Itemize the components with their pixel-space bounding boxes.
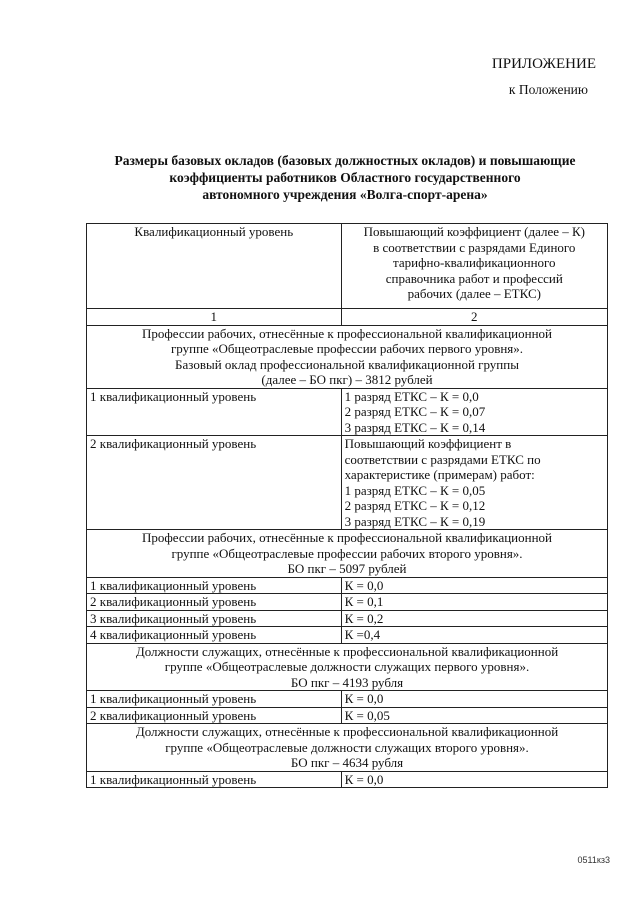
qualification-level: 2 квалификационный уровень: [87, 707, 342, 724]
section-heading: [87, 325, 608, 388]
coefficient-line: К = 0,1: [344, 594, 384, 609]
section-heading-line: Должности служащих, отнесённые к профессиональной квалификационной: [135, 724, 559, 739]
coefficient-line: К = 0,0: [344, 691, 384, 706]
coefficient-line: Повышающий коэффициент в: [344, 436, 512, 451]
col2-header: [341, 224, 607, 309]
section-heading-line: группе «Общеотраслевые профессии рабочих второго уровня».: [171, 545, 523, 561]
coefficient-cell: [341, 771, 607, 788]
table-row: [87, 627, 608, 644]
section-heading-line: группе «Общеотраслевые должности служащих первого уровня».: [164, 659, 530, 674]
table-row: [87, 691, 608, 708]
coefficient-line: К = 0,0: [344, 771, 384, 787]
column-number: 2: [341, 309, 607, 326]
coefficient-line: К = 0,05: [344, 707, 390, 723]
title-line: Размеры базовых окладов (базовых должностных окладов) и повышающие: [114, 153, 576, 168]
col2-header-line: Повышающий коэффициент (далее – К): [363, 224, 585, 239]
column-number-row: [87, 309, 608, 326]
coefficient-line: 3 разряд ЕТКС – К = 0,19: [344, 513, 486, 529]
section-heading-line: БО пкг – 5097 рублей: [287, 561, 407, 576]
coefficient-cell: [341, 388, 607, 436]
title-line: коэффициенты работников Областного государственного: [169, 170, 521, 185]
footer-code: 0511кз3: [577, 855, 610, 865]
qualification-level: 2 квалификационный уровень: [87, 594, 342, 611]
qualification-level: 2 квалификационный уровень: [87, 436, 342, 530]
col2-header-line: в соответствии с разрядами Единого: [373, 239, 576, 255]
coefficient-line: К = 0,0: [344, 577, 384, 593]
coefficient-line: характеристике (примерам) работ:: [344, 467, 535, 482]
col1-header: Квалификационный уровень: [87, 224, 342, 309]
salary-table: [86, 223, 608, 788]
coefficient-line: 2 разряд ЕТКС – К = 0,07: [344, 404, 486, 419]
appendix-label: ПРИЛОЖЕНИЕ: [491, 56, 596, 72]
coefficient-line: К =0,4: [344, 627, 381, 642]
col2-header-line: рабочих (далее – ЕТКС): [407, 286, 541, 301]
table-row: [87, 577, 608, 594]
qualification-level: 1 квалификационный уровень: [87, 577, 342, 594]
document-title: [60, 152, 630, 203]
section-heading-row: [87, 724, 608, 772]
qualification-level: 1 квалификационный уровень: [87, 771, 342, 788]
section-heading-line: Базовый оклад профессиональной квалификационной группы: [175, 356, 519, 372]
coefficient-cell: [341, 610, 607, 627]
coefficient-cell: [341, 691, 607, 708]
section-heading-line: БО пкг – 4634 рубля: [290, 755, 404, 770]
section-heading-row: [87, 643, 608, 691]
section-heading-line: Должности служащих, отнесённые к профессиональной квалификационной: [135, 643, 559, 659]
coefficient-cell: [341, 577, 607, 594]
column-number: 1: [87, 309, 342, 326]
section-heading-line: группе «Общеотраслевые должности служащих второго уровня».: [165, 739, 529, 755]
col2-header-line: справочника работ и профессий: [385, 270, 563, 286]
section-heading-line: Профессии рабочих, отнесённые к профессиональной квалификационной: [141, 530, 553, 545]
section-heading-line: (далее – БО пкг) – 3812 рублей: [261, 372, 433, 387]
section-heading: [87, 724, 608, 772]
section-heading-row: [87, 530, 608, 578]
coefficient-line: К = 0,2: [344, 610, 384, 626]
title-line: автономного учреждения «Волга-спорт-арена»: [202, 187, 488, 202]
table-row: [87, 707, 608, 724]
coefficient-cell: [341, 594, 607, 611]
section-heading: [87, 643, 608, 691]
coefficient-line: 1 разряд ЕТКС – К = 0,0: [344, 388, 479, 404]
table-row: [87, 594, 608, 611]
table-row: [87, 388, 608, 436]
qualification-level: 1 квалификационный уровень: [87, 388, 342, 436]
coefficient-cell: [341, 627, 607, 644]
section-heading-row: [87, 325, 608, 388]
col2-header-line: тарифно-квалификационного: [393, 255, 556, 270]
section-heading-line: БО пкг – 4193 рубля: [290, 674, 404, 690]
table-row: [87, 436, 608, 530]
salary-table-body: [87, 224, 608, 788]
qualification-level: 3 квалификационный уровень: [87, 610, 342, 627]
section-heading-line: Профессии рабочих, отнесённые к профессиональной квалификационной: [141, 325, 553, 341]
table-header-row: [87, 224, 608, 309]
coefficient-cell: [341, 707, 607, 724]
qualification-level: 4 квалификационный уровень: [87, 627, 342, 644]
table-row: [87, 771, 608, 788]
section-heading: [87, 530, 608, 578]
coefficient-cell: [341, 436, 607, 530]
coefficient-line: 2 разряд ЕТКС – К = 0,12: [344, 498, 486, 513]
coefficient-line: 1 разряд ЕТКС – К = 0,05: [344, 482, 486, 498]
table-row: [87, 610, 608, 627]
coefficient-line: 3 разряд ЕТКС – К = 0,14: [344, 419, 486, 435]
coefficient-line: соответствии с разрядами ЕТКС по: [344, 451, 541, 467]
qualification-level: 1 квалификационный уровень: [87, 691, 342, 708]
section-heading-line: группе «Общеотраслевые профессии рабочих первого уровня».: [170, 341, 524, 356]
appendix-sublabel: к Положению: [508, 82, 588, 97]
